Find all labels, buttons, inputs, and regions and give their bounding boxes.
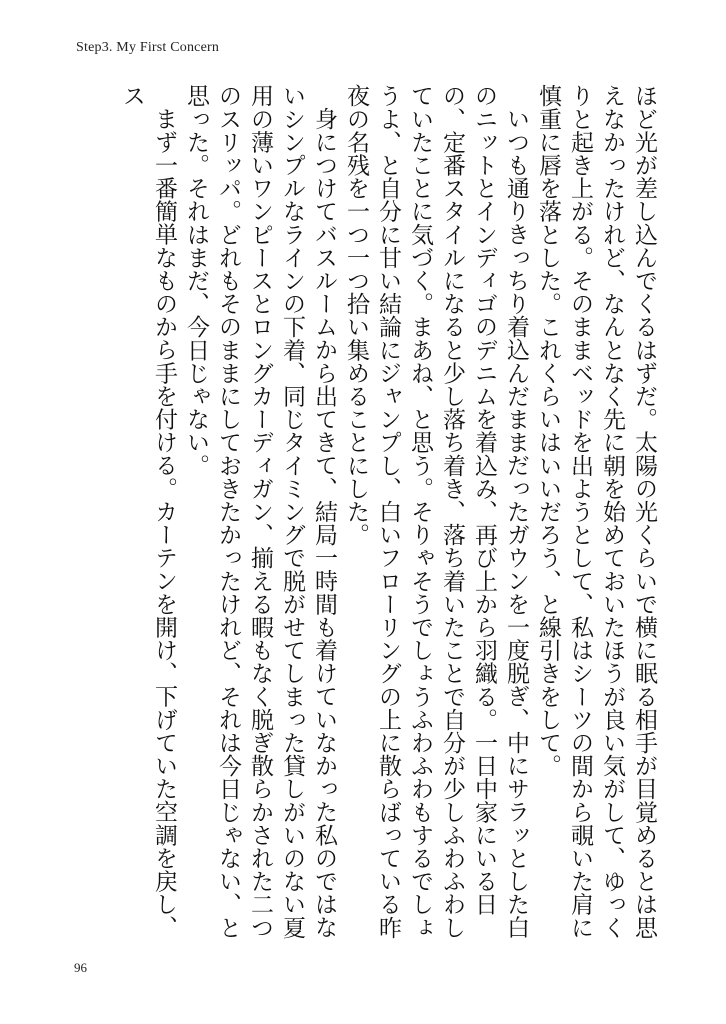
vertical-body-text — [80, 84, 660, 948]
paragraph: いつも通りきっちり着込んだままだったガウンを一度脱ぎ、中にサラッとした白のニットとインディゴのデニムを着込み、再び上から羽織る。一日中家にいる日の、定番スタイルになると少し落ち着き、落ち着いたことで自分が少しふわふわしていたことに気づく。まあね、と思う。そりゃそうでしょうふわふわもするでしょうよ、と自分に甘い結論にジャンプし、白いフローリングの上に散らばっている昨夜の名残を一つ一つ拾い集めることにした。 — [343, 84, 529, 939]
paragraph: 身につけてバスルームから出てきて、結局一時間も着けていなかった私のではないシンプルなラインの下着、同じタイミングで脱がせてしまった貸しがいのない夏用の薄いワンピースとロングカーディガン、揃える暇もなく脱ぎ散らかされた二つのスリッパ。どれもそのままにしておきたかったけれど、それは今日じゃない、と思った。それはまだ、今日じゃない。 — [183, 84, 337, 939]
paragraph: ほど光が差し込んでくるはずだ。太陽の光くらいで横に眠る相手が目覚めるとは思えなかったけれど、なんとなく先に朝を始めておいたほうが良い気がして、ゆっくりと起き上がる。そのままベッドを出ようとして、私はシーツの間から覗いた肩に慎重に唇を落とした。これくらいはいいだろう、と線引きをして。 — [535, 84, 657, 939]
paragraph: まず一番簡単なものから手を付ける。カーテンを開け、下げていた空調を戻し、ス — [119, 84, 177, 939]
page-number: 96 — [74, 960, 87, 975]
running-header: Step3. My First Concern — [76, 40, 220, 55]
